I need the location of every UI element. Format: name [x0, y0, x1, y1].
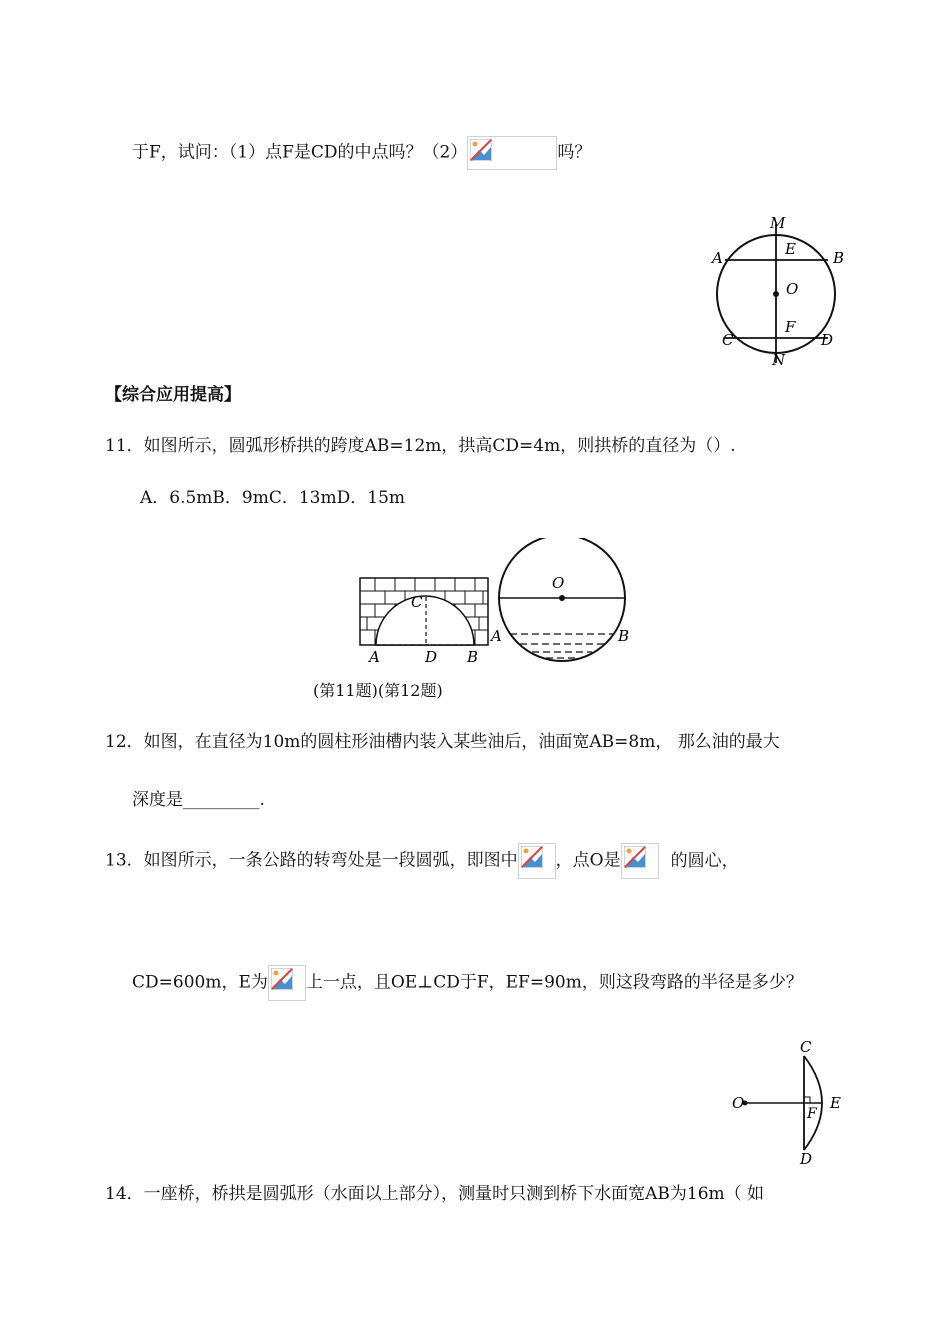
figure-q13-road-arc: [730, 1038, 850, 1168]
q11-options: A．6.5mB．9mC．13mD．15m: [140, 488, 406, 508]
fig10-label-f: F: [785, 318, 796, 336]
fig10-label-a: A: [712, 249, 723, 267]
fig13-label-c: C: [800, 1038, 812, 1056]
fig10-label-n: N: [772, 351, 786, 369]
fig13-label-d: D: [800, 1150, 813, 1168]
q13-part2: ，点O是: [555, 850, 621, 871]
fig12-label-o: O: [552, 574, 565, 592]
fig10-label-c: C: [722, 331, 734, 349]
q10-tail-text-after: 吗？: [557, 142, 592, 163]
broken-image-icon: [268, 965, 306, 1001]
section-title: 【综合应用提高】: [105, 385, 241, 405]
figure-q12-oil-tank: [488, 538, 638, 668]
q12-line2: 深度是_________.: [132, 790, 265, 810]
q13-line1: [105, 843, 739, 879]
figure-q10-circle: [700, 210, 860, 375]
fig11-label-c: C: [411, 593, 423, 611]
fig10-label-m: M: [770, 214, 786, 232]
q13-line2-after: 上一点，且OE⊥CD于F，EF=90m，则这段弯路的半径是多少？: [305, 972, 803, 993]
q10-tail-line: [132, 136, 591, 170]
fig13-label-f: F: [807, 1106, 817, 1122]
figure-q11-bridge: [355, 570, 495, 668]
broken-image-icon: [518, 843, 556, 879]
fig13-label-o: O: [732, 1094, 745, 1112]
fig11-label-d: D: [425, 648, 438, 666]
q12-line1: 12．如图，在直径为10m的圆柱形油槽内装入某些油后，油面宽AB=8m， 那么油的最大: [105, 732, 780, 752]
fig10-label-d: D: [821, 331, 834, 349]
q13-line2: [132, 965, 803, 1001]
q11-text: 11．如图所示，圆弧形桥拱的跨度AB=12m，拱高CD=4m，则拱桥的直径为（）.: [105, 436, 736, 456]
q13-part1: 13．如图所示，一条公路的转弯处是一段圆弧，即图中: [105, 850, 518, 871]
q13-line2-before: CD=600m，E为: [132, 972, 268, 993]
fig13-label-e: E: [830, 1094, 841, 1112]
q10-tail-text-before: 于F，试问：（1）点F是CD的中点吗？（2）: [132, 142, 468, 163]
fig12-label-b: B: [618, 627, 630, 645]
fig11-label-a: A: [369, 648, 380, 666]
fig10-label-b: B: [833, 249, 845, 267]
q13-part3: 的圆心，: [670, 850, 739, 871]
broken-image-icon: [467, 136, 557, 170]
q14-text: 14．一座桥，桥拱是圆弧形（水面以上部分），测量时只测到桥下水面宽AB为16m（ 如: [105, 1184, 765, 1204]
fig11-label-b: B: [467, 648, 479, 666]
broken-image-icon: [621, 843, 659, 879]
fig12-label-a: A: [491, 627, 502, 645]
fig10-label-e: E: [785, 240, 796, 258]
figure-captions: (第11题)(第12题): [313, 681, 443, 700]
fig10-label-o: O: [786, 280, 799, 298]
